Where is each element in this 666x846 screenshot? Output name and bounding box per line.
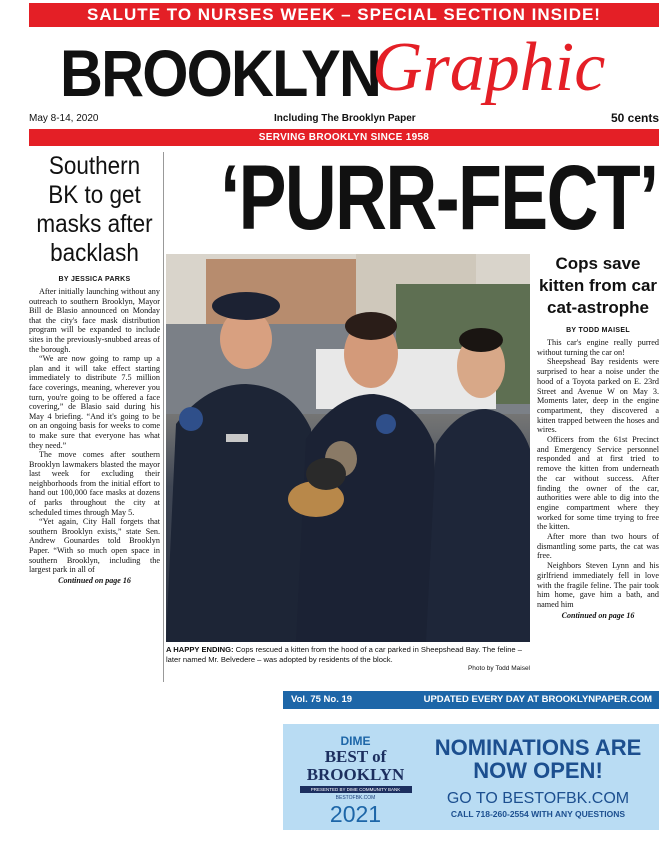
paragraph: After initially launching without any outreach to southern Brooklyn, Mayor Bill de Blasio announced on Monday that the city's face mask distribution program will be expanded to include sites in the previously-snubbed areas of the borough. bbox=[29, 287, 160, 354]
paragraph: “We are now going to ramp up a plan and it will take effect starting immediately to distribute 7.5 million face coverings, meaning, wherever you turn, you're going to be offered a face covering,” de Blasio said during his May 4 briefing. “And it's going to be on an ongoing basis for weeks to come to make sure that everyone has what they need.” bbox=[29, 354, 160, 450]
left-continued-link[interactable]: Continued on page 16 bbox=[58, 575, 131, 585]
masthead-graphic: Graphic bbox=[372, 29, 606, 106]
main-headline[interactable]: ‘PURR-FECT’ bbox=[220, 147, 658, 249]
photo-credit: Photo by Todd Maisel bbox=[467, 665, 530, 672]
cover-price: 50 cents bbox=[610, 111, 659, 125]
ad-call: CALL 718-260-2554 WITH ANY QUESTIONS bbox=[450, 809, 626, 819]
serving-bar: SERVING BROOKLYN SINCE 1958 bbox=[29, 129, 659, 146]
dateline bbox=[29, 111, 659, 127]
ad-year: 2021 bbox=[329, 801, 382, 827]
ad-ribbon: PRESENTED BY DIME COMMUNITY BANK bbox=[300, 786, 412, 793]
issue-date: May 8-14, 2020 bbox=[29, 113, 99, 124]
paragraph: This car's engine really purred without turning the car on! bbox=[537, 338, 659, 357]
paragraph: Neighbors Steven Lynn and his girlfriend immediately fell in love with the fragile feline. The pair took him home, gave him a bath, and named him bbox=[537, 561, 659, 609]
left-story-headline[interactable]: Southern BK to get masks after backlash bbox=[36, 152, 153, 267]
caption-text: Cops rescued a kitten from the hood of a car parked in Sheepshead Bay. The feline – later named Mr. Belvedere – was adopted by residents of the block. bbox=[166, 645, 522, 664]
left-story-body bbox=[29, 287, 160, 575]
right-story bbox=[537, 253, 659, 685]
top-banner[interactable]: SALUTE TO NURSES WEEK – SPECIAL SECTION INSIDE! bbox=[29, 3, 659, 27]
photo-caption bbox=[166, 645, 530, 687]
paragraph: After more than two hours of dismantling some parts, the cat was free. bbox=[537, 532, 659, 561]
right-story-byline: BY TODD MAISEL bbox=[566, 327, 630, 334]
left-story bbox=[29, 152, 160, 687]
including-note: Including The Brooklyn Paper bbox=[274, 113, 416, 124]
website-link[interactable]: UPDATED EVERY DAY AT BROOKLYNPAPER.COM bbox=[423, 694, 652, 705]
ad-nominations: NOMINATIONS ARE NOW OPEN! bbox=[434, 735, 642, 783]
left-story-byline: BY JESSICA PARKS bbox=[58, 276, 131, 283]
cover-photo[interactable] bbox=[166, 254, 530, 642]
paragraph: “Yet again, City Hall forgets that southern Brooklyn exists,” state Sen. Andrew Gounardes told Brooklyn Paper. “With so much open space in southern Brooklyn, including the largest park in all of bbox=[29, 517, 160, 575]
ad-dime: DIME bbox=[340, 734, 371, 748]
paragraph: The move comes after southern Brooklyn lawmakers blasted the mayor last week for excluding their neighborhoods from the initial effort to hand out 100,000 face masks at dozens of parks throughout the city at scheduled times through May 5. bbox=[29, 450, 160, 517]
paragraph: Sheepshead Bay residents were surprised to hear a noise under the hood of a Toyota parked on E. 23rd Street and Avenue W on May 3. Moments later, deep in the engine compartment, they discovered a kitten trapped between the hoses and wires. bbox=[537, 357, 659, 435]
column-divider bbox=[163, 152, 164, 682]
volume-bar bbox=[283, 691, 659, 709]
best-of-brooklyn-ad[interactable] bbox=[283, 724, 659, 830]
ad-go-link[interactable]: GO TO BESTOFBK.COM bbox=[446, 790, 630, 807]
best-of-brooklyn-logo bbox=[293, 734, 418, 827]
masthead-brooklyn: BROOKLYN bbox=[60, 36, 381, 110]
right-story-body bbox=[537, 338, 659, 610]
ad-site: BESTOFBK.COM bbox=[335, 795, 376, 801]
cops-with-kitten-photo bbox=[166, 254, 530, 642]
masthead bbox=[60, 28, 640, 112]
volume-number: Vol. 75 No. 19 bbox=[291, 694, 353, 705]
right-continued-link[interactable]: Continued on page 16 bbox=[561, 610, 635, 620]
ad-best: BEST of BROOKLYN bbox=[306, 747, 405, 784]
caption-lead: A HAPPY ENDING: bbox=[166, 645, 234, 654]
paragraph: Officers from the 61st Precinct and Emergency Service personnel responded and at first tried to remove the kitten from underneath the car without success. After finding the owner of the car, authorities were able to dig into the engine compartment where they worked for some time trying to free the kitten. bbox=[537, 435, 659, 532]
right-story-headline[interactable]: Cops save kitten from car cat-astrophe bbox=[538, 254, 658, 317]
